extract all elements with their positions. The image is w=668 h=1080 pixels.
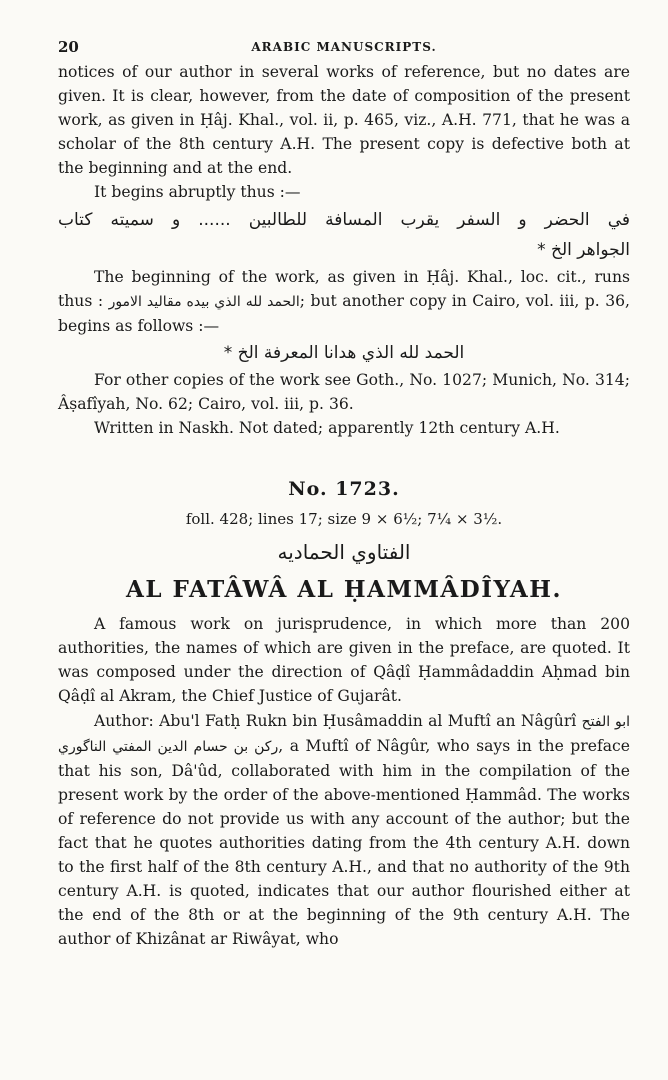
entry-title: AL FATÂWÂ AL ḤAMMÂDÎYAH.: [126, 576, 562, 604]
page-number: 20: [58, 38, 79, 56]
paragraph-author-notes: notices of our author in several works of reference, but no dates are given. It is clear, however, from the date of composition of the present work, as given in Ḥâj. Khal., vol. ii, p. 465, viz., A.H. 771, that he was a scholar of the 8th century A.H. The present copy is defective both at the beginning and at the end.: [58, 63, 630, 178]
entry-arabic-title: الفتاوي الحماديه: [277, 540, 411, 565]
paragraph-text: The beginning of the work, as given in Ḥâj. Khal., loc. cit., runs thus :: [58, 267, 630, 310]
paragraph-text: , a Muftî of Nâgûr, who says in the preface that his son, Dâ'ûd, collaborated with him in the compilation of the present work by the order of the above-mentioned Ḥammâd. The works of reference do not provide us with any account of the author; but the fact that he quotes authorities dating from the 4th century A.H. down to the first half of the 8th century A.H., and that no authority of the 9th century A.H. is quoted, indicates that our author flourished either at the end of the 8th or at the beginning of the 9th century A.H. The author of Khizânat ar Riwâyat, who: [58, 736, 630, 949]
paragraph-written-in: Written in Naskh. Not dated; apparently 12th century A.H.: [94, 419, 560, 438]
arabic-incipit-line-2: الجواهر الخ *: [537, 239, 630, 260]
arabic-inline-quote: الحمد لله الذي بيده مقاليد الامور: [108, 293, 300, 310]
section-divider: [58, 440, 630, 462]
entry-collation: foll. 428; lines 17; size 9 × 6½; 7¼ × 3½.: [185, 510, 503, 529]
arabic-cairo-incipit: الحمد لله الذي هدانا المعرفة الخ *: [223, 342, 465, 363]
paragraph-description: A famous work on jurisprudence, in which more than 200 authorities, the names of which are given in the preface, are quoted. It was composed under the direction of Qâḍî Ḥammâdaddin Aḥmad bin Qâḍî al Akram, the Chief Justice of Gujarât.: [58, 615, 630, 706]
paragraph-text: ; but another copy in Cairo, vol. iii, p. 36, begins as follows :—: [58, 291, 630, 335]
paragraph-other-copies: For other copies of the work see Goth., No. 1027; Munich, No. 314; Âṣafîyah, No. 62; Cairo, vol. iii, p. 36.: [58, 370, 630, 413]
paragraph-beginning-of-work: [58, 265, 630, 338]
page-header: [58, 38, 630, 60]
running-title: ARABIC MANUSCRIPTS.: [251, 40, 437, 54]
paragraph-begins: It begins abruptly thus :—: [94, 183, 301, 202]
entry-number: No. 1723.: [288, 478, 400, 501]
arabic-author-name: ابو الفتح ركن بن حسام الدين المفتي الناگوري: [58, 713, 630, 755]
arabic-incipit-line-1: في الحضر و السفر يقرب المسافة للطالبين ...... و سميته كتاب: [58, 209, 630, 230]
paragraph-author: [58, 709, 630, 952]
paragraph-text: Author: Abu'l Fatḥ Rukn bin Ḥusâmaddin al Muftî an Nâgûrî: [94, 711, 582, 730]
document-page: [58, 38, 630, 951]
